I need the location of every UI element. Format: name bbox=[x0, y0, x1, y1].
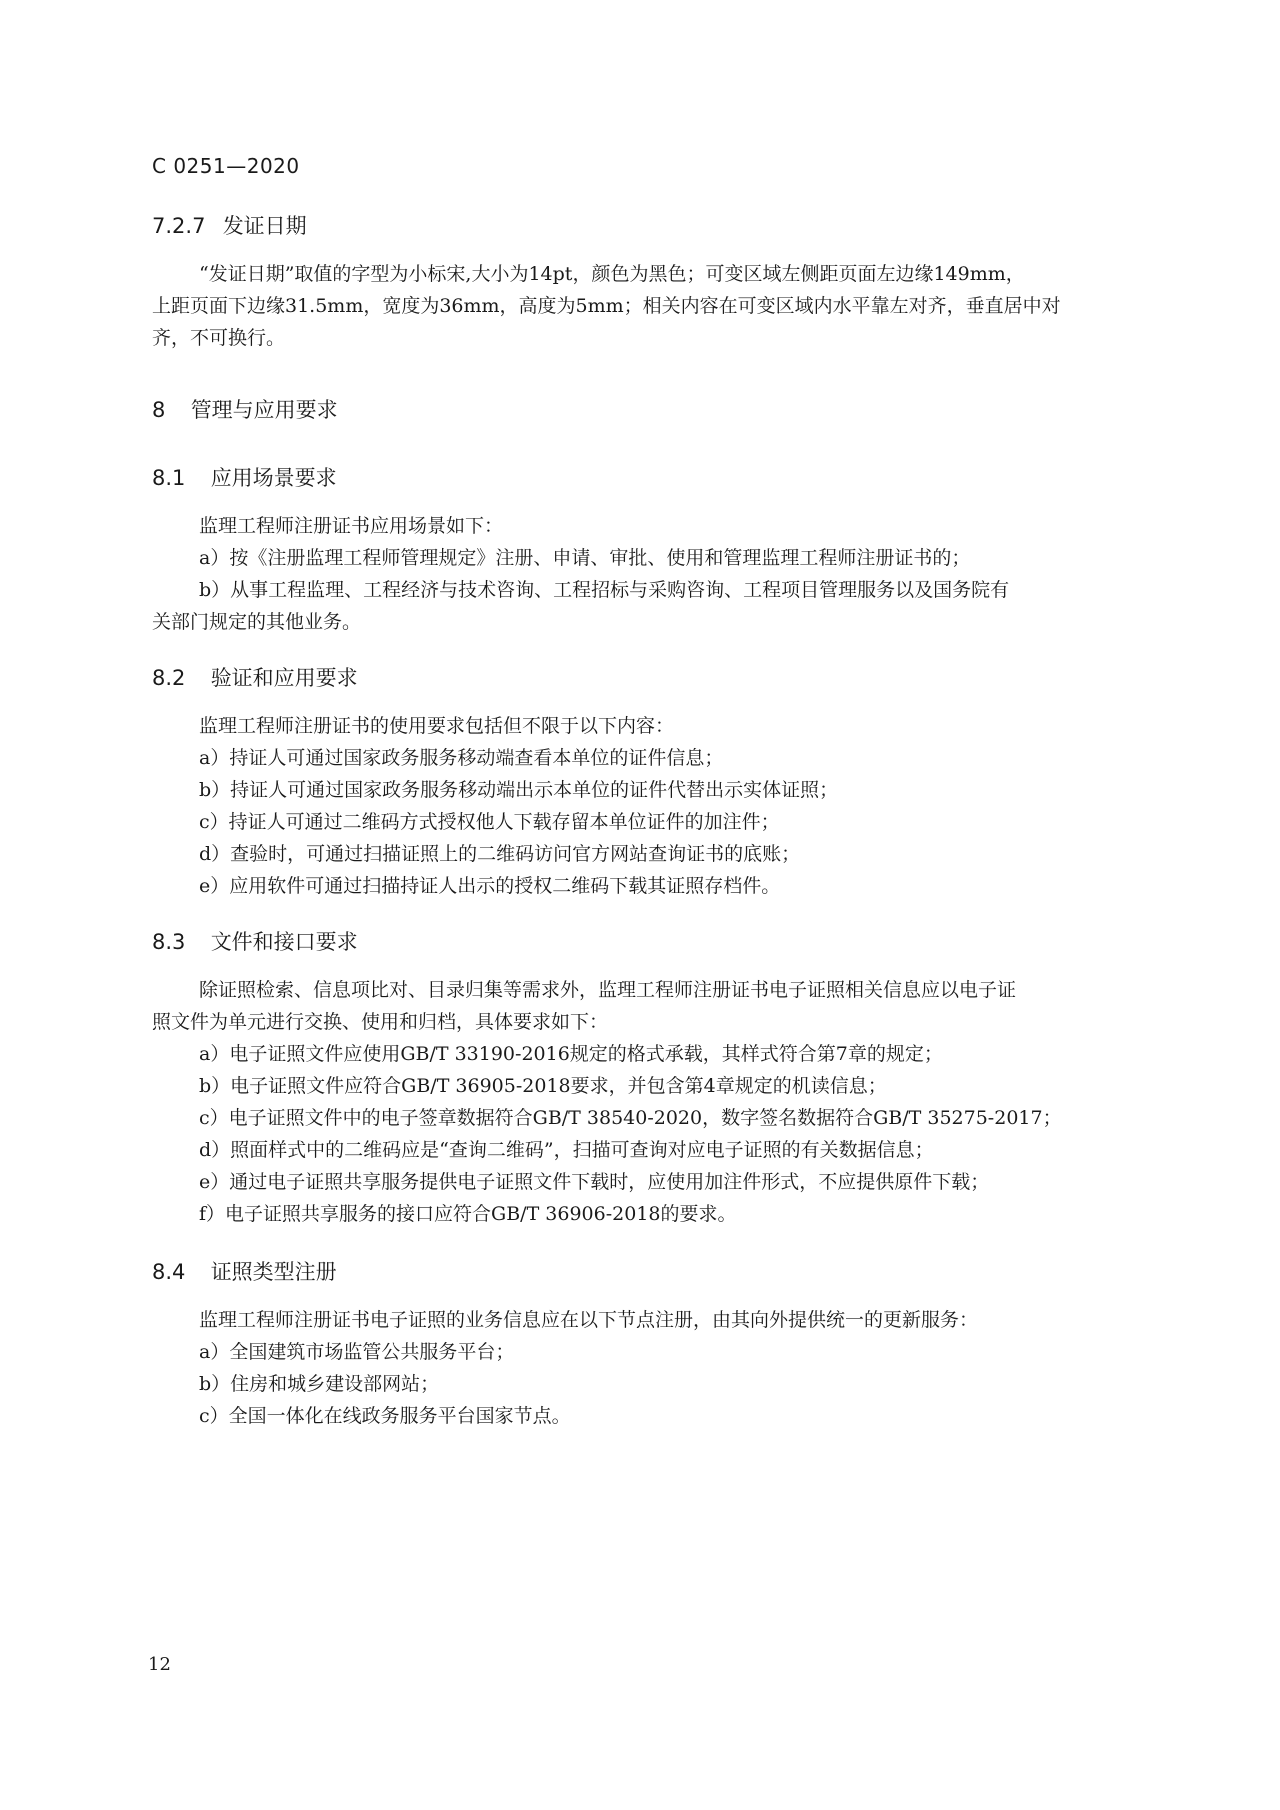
section-title: 发证日期 bbox=[222, 214, 307, 238]
list-item: a）电子证照文件应使用GB/T 33190-2016规定的格式承载，其样式符合第7章的规定； bbox=[199, 1043, 943, 1065]
list-item: c）持证人可通过二维码方式授权他人下载存留本单位证件的加注件； bbox=[199, 811, 780, 833]
paragraph-line: 监理工程师注册证书应用场景如下： bbox=[199, 515, 504, 537]
section-title: 证照类型注册 bbox=[210, 1260, 337, 1284]
section-number: 8.4 bbox=[152, 1260, 186, 1284]
list-item: a）按《注册监理工程师管理规定》注册、申请、审批、使用和管理监理工程师注册证书的； bbox=[199, 547, 971, 569]
section-heading-8-3 bbox=[152, 926, 358, 956]
list-item: b）住房和城乡建设部网站； bbox=[199, 1373, 440, 1395]
list-item: a）全国建筑市场监管公共服务平台； bbox=[199, 1341, 515, 1363]
paragraph-line: 除证照检索、信息项比对、目录归集等需求外，监理工程师注册证书电子证照相关信息应以电子证 bbox=[199, 979, 1017, 1001]
list-item: b）电子证照文件应符合GB/T 36905-2018要求，并包含第4章规定的机读信息； bbox=[199, 1075, 887, 1097]
paragraph-line: 上距页面下边缘31.5mm，宽度为36mm，高度为5mm；相关内容在可变区域内水平靠左对齐，垂直居中对 bbox=[152, 295, 1061, 317]
paragraph-line: 照文件为单元进行交换、使用和归档，具体要求如下： bbox=[152, 1011, 609, 1033]
list-item: e）通过电子证照共享服务提供电子证照文件下载时，应使用加注件形式，不应提供原件下载； bbox=[199, 1171, 990, 1193]
list-item: c）全国一体化在线政务服务平台国家节点。 bbox=[199, 1405, 571, 1427]
document-code: C 0251—2020 bbox=[152, 154, 300, 178]
section-title: 验证和应用要求 bbox=[210, 666, 358, 690]
list-item: d）照面样式中的二维码应是“查询二维码”，扫描可查询对应电子证照的有关数据信息； bbox=[199, 1139, 934, 1161]
section-title: 管理与应用要求 bbox=[190, 398, 338, 422]
section-title: 应用场景要求 bbox=[210, 466, 337, 490]
paragraph-line: 监理工程师注册证书的使用要求包括但不限于以下内容： bbox=[199, 715, 675, 737]
list-item: a）持证人可通过国家政务服务移动端查看本单位的证件信息； bbox=[199, 747, 724, 769]
section-number: 8.3 bbox=[152, 930, 186, 954]
section-number: 8.1 bbox=[152, 466, 186, 490]
section-heading-7-2-7 bbox=[152, 210, 307, 240]
section-number: 7.2.7 bbox=[152, 214, 206, 238]
list-item: f）电子证照共享服务的接口应符合GB/T 36906-2018的要求。 bbox=[199, 1203, 737, 1225]
page-number: 12 bbox=[148, 1654, 171, 1675]
paragraph-line: 齐，不可换行。 bbox=[152, 327, 286, 349]
list-item-continuation: 关部门规定的其他业务。 bbox=[152, 611, 362, 633]
section-title: 文件和接口要求 bbox=[210, 930, 358, 954]
list-item: d）查验时，可通过扫描证照上的二维码访问官方网站查询证书的底账； bbox=[199, 843, 801, 865]
list-item: b）从事工程监理、工程经济与技术咨询、工程招标与采购咨询、工程项目管理服务以及国务院有 bbox=[199, 579, 1010, 601]
section-heading-8-4 bbox=[152, 1256, 337, 1286]
section-number: 8.2 bbox=[152, 666, 186, 690]
paragraph-line: 监理工程师注册证书电子证照的业务信息应在以下节点注册，由其向外提供统一的更新服务： bbox=[199, 1309, 979, 1331]
section-heading-8-1 bbox=[152, 462, 337, 492]
paragraph-line: “发证日期”取值的字型为小标宋,大小为14pt，颜色为黑色；可变区域左侧距页面左边缘149mm， bbox=[199, 263, 1025, 285]
section-number: 8 bbox=[152, 398, 166, 422]
section-heading-8 bbox=[152, 394, 338, 424]
list-item: b）持证人可通过国家政务服务移动端出示本单位的证件代替出示实体证照； bbox=[199, 779, 839, 801]
section-heading-8-2 bbox=[152, 662, 358, 692]
list-item: e）应用软件可通过扫描持证人出示的授权二维码下载其证照存档件。 bbox=[199, 875, 781, 897]
list-item: c）电子证照文件中的电子签章数据符合GB/T 38540-2020，数字签名数据符合GB/T 35275-2017； bbox=[199, 1107, 1062, 1129]
